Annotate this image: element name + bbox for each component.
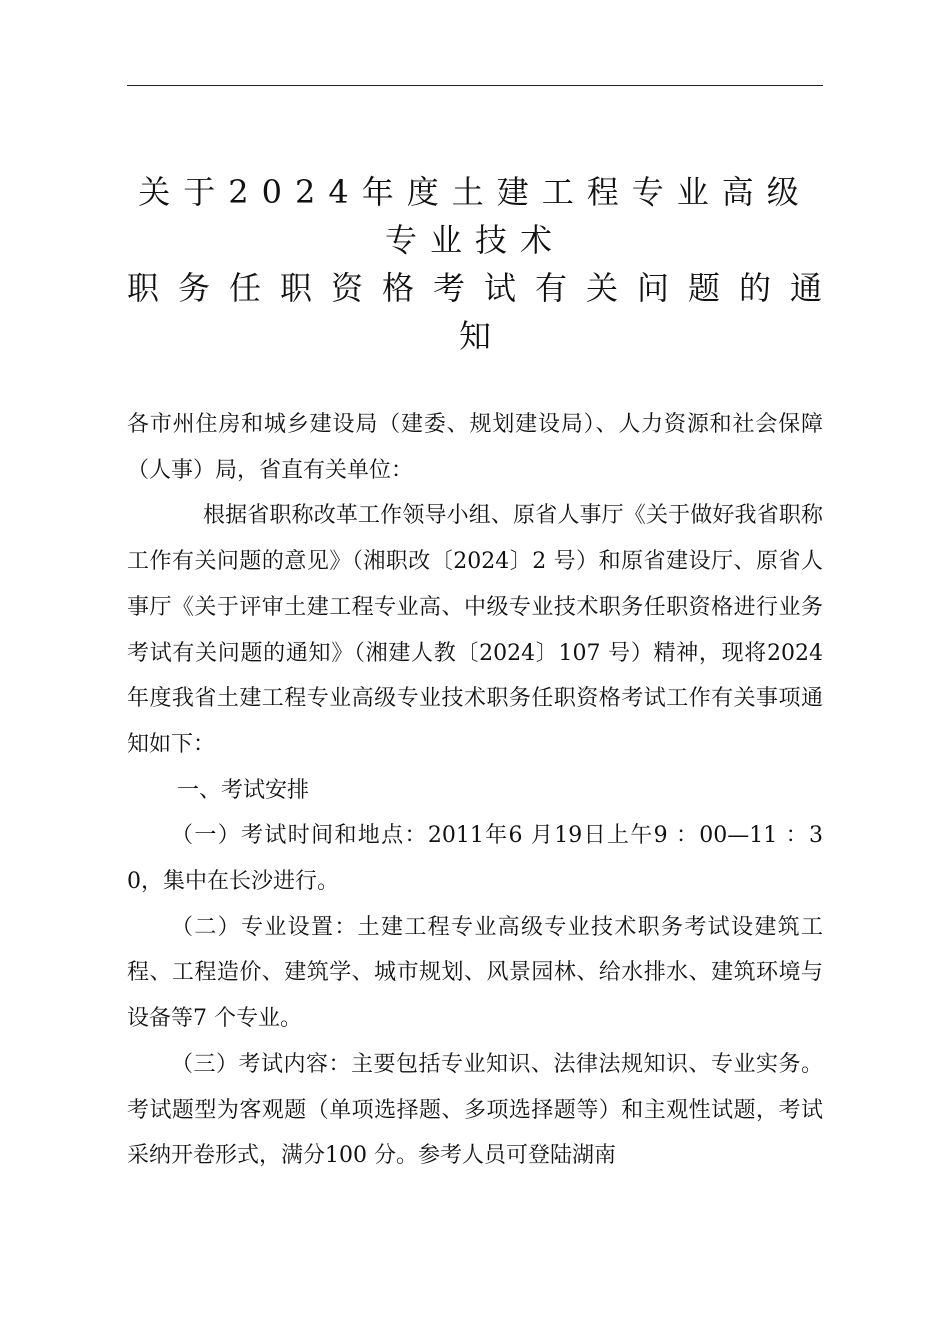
intro-paragraph: 根据省职称改革工作领导小组、原省人事厅《关于做好我省职称工作有关问题的意见》（湘职改〔2024〕2 号）和原省建设厅、原省人事厅《关于评审土建工程专业高、中级专业技术职务任职资格进行业务考试有关问题的通知》（湘建人教〔2024〕107 号）精神，现将2024年度我省土建工程专业高级专业技术职务任职资格考试工作有关事项通知如下：	[127, 503, 823, 757]
title-line-1: 关于2024年度土建工程专业高级	[138, 173, 812, 211]
item-1-paragraph: （一）考试时间和地点：2011年6 月19日上午9 ：00—11 ：30，集中在长沙进行。	[127, 823, 823, 895]
document-body	[127, 402, 823, 1179]
title-line-2: 专业技术	[384, 221, 565, 259]
section-heading-1: 一、考试安排	[177, 777, 310, 803]
document-title	[127, 168, 842, 360]
title-line-3: 职务任职资格考试有关问题的通	[127, 269, 842, 307]
item-3-paragraph: （三）考试内容：主要包括专业知识、法律法规知识、专业实务。考试题型为客观题（单项选择题、多项选择题等）和主观性试题，考试采纳开卷形式，满分100 分。参考人员可登陆湖南	[127, 1051, 823, 1169]
header-rule	[127, 85, 823, 86]
title-line-4: 知	[458, 317, 491, 355]
salutation: 各市州住房和城乡建设局（建委、规划建设局）、人力资源和社会保障（人事）局，省直有关单位：	[127, 412, 823, 483]
item-2-paragraph: （二）专业设置：土建工程专业高级专业技术职务考试设建筑工程、工程造价、建筑学、城市规划、风景园林、给水排水、建筑环境与设备等7 个专业。	[127, 914, 823, 1032]
